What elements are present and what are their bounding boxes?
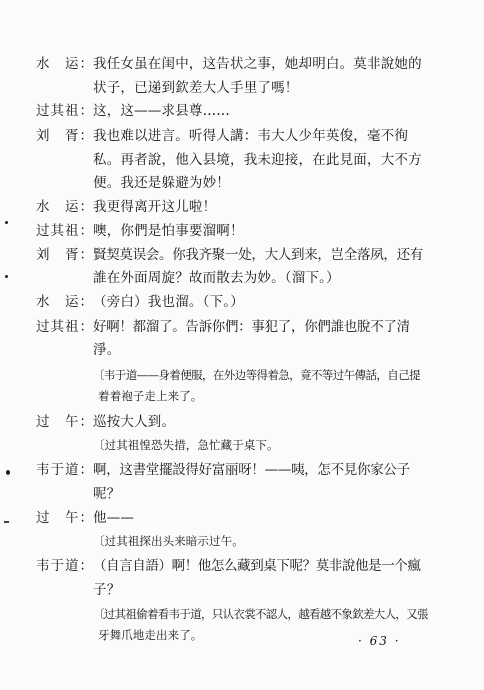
stage-direction	[0, 433, 484, 457]
speaker-name: 水 运：	[36, 56, 94, 72]
speaker-name: 水 运：	[36, 294, 94, 310]
stage-direction	[0, 529, 484, 553]
dialogue-line	[0, 171, 484, 195]
stage-direction-text: 〔过其祖偷着看韦于道，只认衣裳不認人，越看越不象欽差大人，又張	[93, 607, 428, 621]
dialogue-line	[0, 52, 484, 76]
dialogue-text: 巡按大人到。	[93, 414, 176, 430]
dialogue-line	[0, 482, 484, 506]
dialogue-line	[0, 338, 484, 362]
dialogue-text: 他——	[93, 510, 135, 526]
dialogue-text: 噢，你們是怕事要溜啊！	[93, 223, 244, 239]
speaker-name: 水 运：	[36, 199, 94, 215]
dialogue-text: 我更得离开这儿啦！	[93, 199, 217, 215]
speaker-name: 过其祖：	[36, 103, 94, 119]
speaker-name: 过其祖：	[36, 319, 94, 335]
dialogue-line	[0, 195, 484, 219]
page-number: · 63 ·	[358, 634, 401, 648]
speaker-name: 过其祖：	[36, 223, 94, 239]
dialogue-line	[0, 506, 484, 530]
stage-direction-text: 〔韦于道——身着便服，在外边等得着急，竟不等过午傳話，自己提	[93, 368, 420, 382]
margin-speck	[6, 470, 10, 475]
dialogue-line	[0, 458, 484, 482]
dialogue-line	[0, 578, 484, 602]
dialogue-line	[0, 554, 484, 578]
dialogue-text: 呢？	[93, 486, 121, 502]
dialogue-line	[0, 76, 484, 100]
dialogue-text: 私。再者說，他入县境，我未迎接，在此見面，大不方	[93, 152, 422, 168]
dialogue-text: 便。我还是躲避为妙！	[93, 175, 230, 191]
speaker-name: 韦于道：	[36, 558, 94, 574]
speaker-name: 刘 胥：	[36, 128, 94, 144]
speaker-name: 过 午：	[36, 510, 94, 526]
dialogue-text: 賢契莫误会。你我齐聚一处，大人到来，岂全落夙，还有	[93, 247, 423, 263]
dialogue-text: 子？	[93, 582, 121, 598]
dialogue-text: 誰在外面周旋？故而散去为妙。（溜下。）	[93, 270, 340, 286]
dialogue-text: 淨。	[93, 342, 121, 358]
dialogue-text: 这，这——求县尊……	[93, 103, 230, 119]
dialogue-line	[0, 219, 484, 243]
margin-speck	[5, 221, 8, 224]
dialogue-text: 好啊！都溜了。告訴你們：事犯了，你們誰也脫不了清	[93, 319, 410, 335]
margin-speck	[5, 275, 8, 278]
dialogue-line	[0, 315, 484, 339]
dialogue-line	[0, 410, 484, 434]
stage-direction	[0, 384, 484, 408]
dialogue-text: （自言自語）啊！他怎么藏到桌下呢？莫非說他是一个瘋	[93, 558, 421, 574]
stage-direction-text: 〔过其祖探出头来暗示过午。	[93, 534, 244, 548]
dialogue-text: 我任女虽在闺中，这告状之事，她却明白。莫非說她的	[93, 56, 422, 72]
stage-direction-text: 〔过其祖惶恐失措，急忙藏于桌下。	[93, 438, 279, 452]
speaker-name: 刘 胥：	[36, 247, 94, 263]
margin-speck	[4, 521, 9, 523]
stage-direction	[0, 623, 484, 647]
dialogue-text: 啊，这書堂擺設得好富丽呀！——咦，怎不見你家公子	[93, 462, 410, 478]
stage-direction-text: 着着袍子走上来了。	[98, 389, 203, 403]
dialogue-line	[0, 148, 484, 172]
dialogue-text: （旁白）我也溜。（下。）	[93, 294, 244, 310]
dialogue-text: 我也难以进言。听得人講：韦大人少年英俊，毫不徇	[93, 128, 409, 144]
speaker-name: 韦于道：	[36, 462, 94, 478]
dialogue-line	[0, 99, 484, 123]
stage-direction-text: 牙舞爪地走出来了。	[98, 628, 203, 642]
dialogue-text: 状子，已递到欽差大人手里了嗎！	[93, 80, 299, 96]
dialogue-line	[0, 290, 484, 314]
dialogue-line	[0, 124, 484, 148]
dialogue-line	[0, 266, 484, 290]
dialogue-line	[0, 243, 484, 267]
speaker-name: 过 午：	[36, 414, 94, 430]
